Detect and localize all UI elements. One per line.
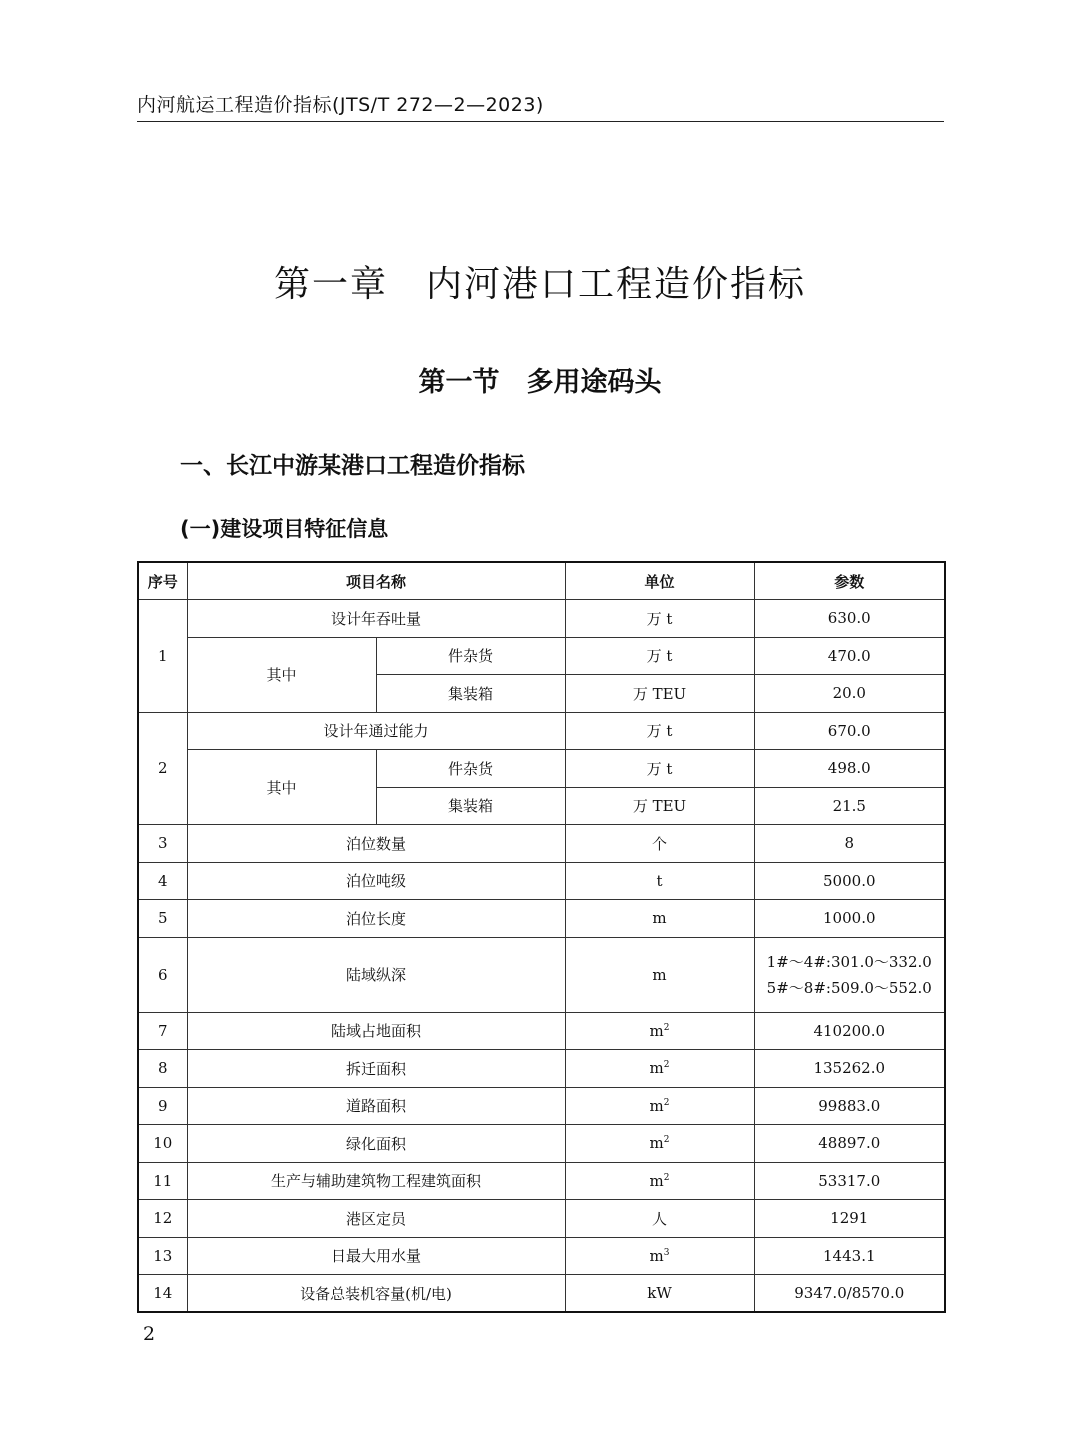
cell-value: 1443.1 (754, 1237, 945, 1275)
cell-no: 7 (138, 1012, 187, 1050)
cell-sub-name: 件杂货 (376, 637, 565, 675)
cell-unit: $m^3$ (565, 1237, 754, 1275)
cell-no: 8 (138, 1050, 187, 1088)
col-header-value: 参数 (754, 562, 945, 600)
cell-sub-label: 其中 (187, 637, 376, 712)
chapter-title: 第一章 内河港口工程造价指标 (273, 264, 806, 305)
table-row (138, 900, 945, 938)
table-row (138, 1200, 945, 1238)
running-header: 内河航运工程造价指标(JTS/T 272—2—2023) (137, 94, 544, 116)
cell-unit: 个 (565, 825, 754, 863)
cell-name: 生产与辅助建筑物工程建筑面积 (187, 1162, 565, 1200)
table-row (138, 1125, 945, 1163)
heading-level-2: (一)建设项目特征信息 (180, 517, 389, 541)
table-row (138, 600, 945, 638)
cell-value: 48897.0 (754, 1125, 945, 1163)
table-row (138, 712, 945, 750)
col-header-unit: 单位 (565, 562, 754, 600)
cell-sub-name: 集装箱 (376, 675, 565, 713)
cell-unit: 万 t (565, 750, 754, 788)
table-row (138, 637, 945, 675)
cell-name: 泊位长度 (187, 900, 565, 938)
page-number: 2 (143, 1323, 156, 1345)
cell-no: 6 (138, 937, 187, 1012)
cell-value: 53317.0 (754, 1162, 945, 1200)
cell-unit: 万 TEU (565, 675, 754, 713)
table-row (138, 1087, 945, 1125)
cell-value: 470.0 (754, 637, 945, 675)
cell-sub-name: 件杂货 (376, 750, 565, 788)
cell-no: 12 (138, 1200, 187, 1238)
cell-unit: t (565, 862, 754, 900)
cell-name: 设备总装机容量(机/电) (187, 1275, 565, 1313)
cell-name: 港区定员 (187, 1200, 565, 1238)
table-row (138, 1050, 945, 1088)
cell-no: 13 (138, 1237, 187, 1275)
cell-unit: $m^2$ (565, 1012, 754, 1050)
cell-name: 泊位数量 (187, 825, 565, 863)
cell-unit: m (565, 937, 754, 1012)
table-row (138, 825, 945, 863)
cell-unit: 万 TEU (565, 787, 754, 825)
header-rule (137, 121, 944, 122)
cell-value: 498.0 (754, 750, 945, 788)
value-line: 5#～8#:509.0～552.0 (766, 978, 932, 997)
cell-no: 11 (138, 1162, 187, 1200)
table-row (138, 1162, 945, 1200)
cell-name: 设计年吞吐量 (187, 600, 565, 638)
col-header-no: 序号 (138, 562, 187, 600)
cell-value: 1000.0 (754, 900, 945, 938)
cell-name: 陆域占地面积 (187, 1012, 565, 1050)
cell-name: 陆域纵深 (187, 937, 565, 1012)
cell-value: 1291 (754, 1200, 945, 1238)
cell-value: 9347.0/8570.0 (754, 1275, 945, 1313)
cell-no: 4 (138, 862, 187, 900)
cell-unit: $m^2$ (565, 1162, 754, 1200)
cell-no: 9 (138, 1087, 187, 1125)
table-row (138, 937, 945, 1012)
cell-name: 设计年通过能力 (187, 712, 565, 750)
cell-name: 绿化面积 (187, 1125, 565, 1163)
cell-unit: $m^2$ (565, 1125, 754, 1163)
cell-sub-label: 其中 (187, 750, 376, 825)
project-spec-table (137, 561, 946, 1313)
cell-value: 670.0 (754, 712, 945, 750)
cell-value: 135262.0 (754, 1050, 945, 1088)
cell-unit: kW (565, 1275, 754, 1313)
cell-sub-name: 集装箱 (376, 787, 565, 825)
cell-unit: m (565, 900, 754, 938)
cell-unit: $m^2$ (565, 1050, 754, 1088)
cell-unit: 万 t (565, 600, 754, 638)
table-row (138, 862, 945, 900)
cell-value: 630.0 (754, 600, 945, 638)
cell-name: 日最大用水量 (187, 1237, 565, 1275)
cell-unit: $m^2$ (565, 1087, 754, 1125)
cell-value: 99883.0 (754, 1087, 945, 1125)
cell-no: 3 (138, 825, 187, 863)
table-row (138, 750, 945, 788)
table-row (138, 1275, 945, 1313)
cell-no: 5 (138, 900, 187, 938)
value-line: 1#～4#:301.0～332.0 (766, 952, 932, 971)
col-header-name: 项目名称 (187, 562, 565, 600)
cell-no: 1 (138, 600, 187, 713)
cell-no: 14 (138, 1275, 187, 1313)
table-header-row (138, 562, 945, 600)
table-row (138, 1237, 945, 1275)
cell-name: 拆迁面积 (187, 1050, 565, 1088)
cell-value: 20.0 (754, 675, 945, 713)
table-row (138, 1012, 945, 1050)
cell-value: 410200.0 (754, 1012, 945, 1050)
cell-no: 2 (138, 712, 187, 825)
cell-value: 8 (754, 825, 945, 863)
heading-level-1: 一、长江中游某港口工程造价指标 (180, 453, 525, 479)
cell-unit: 万 t (565, 637, 754, 675)
cell-value: 21.5 (754, 787, 945, 825)
cell-value (754, 937, 945, 1012)
section-title: 第一节 多用途码头 (418, 367, 662, 398)
cell-value: 5000.0 (754, 862, 945, 900)
cell-unit: 万 t (565, 712, 754, 750)
cell-name: 泊位吨级 (187, 862, 565, 900)
cell-unit: 人 (565, 1200, 754, 1238)
cell-no: 10 (138, 1125, 187, 1163)
cell-name: 道路面积 (187, 1087, 565, 1125)
